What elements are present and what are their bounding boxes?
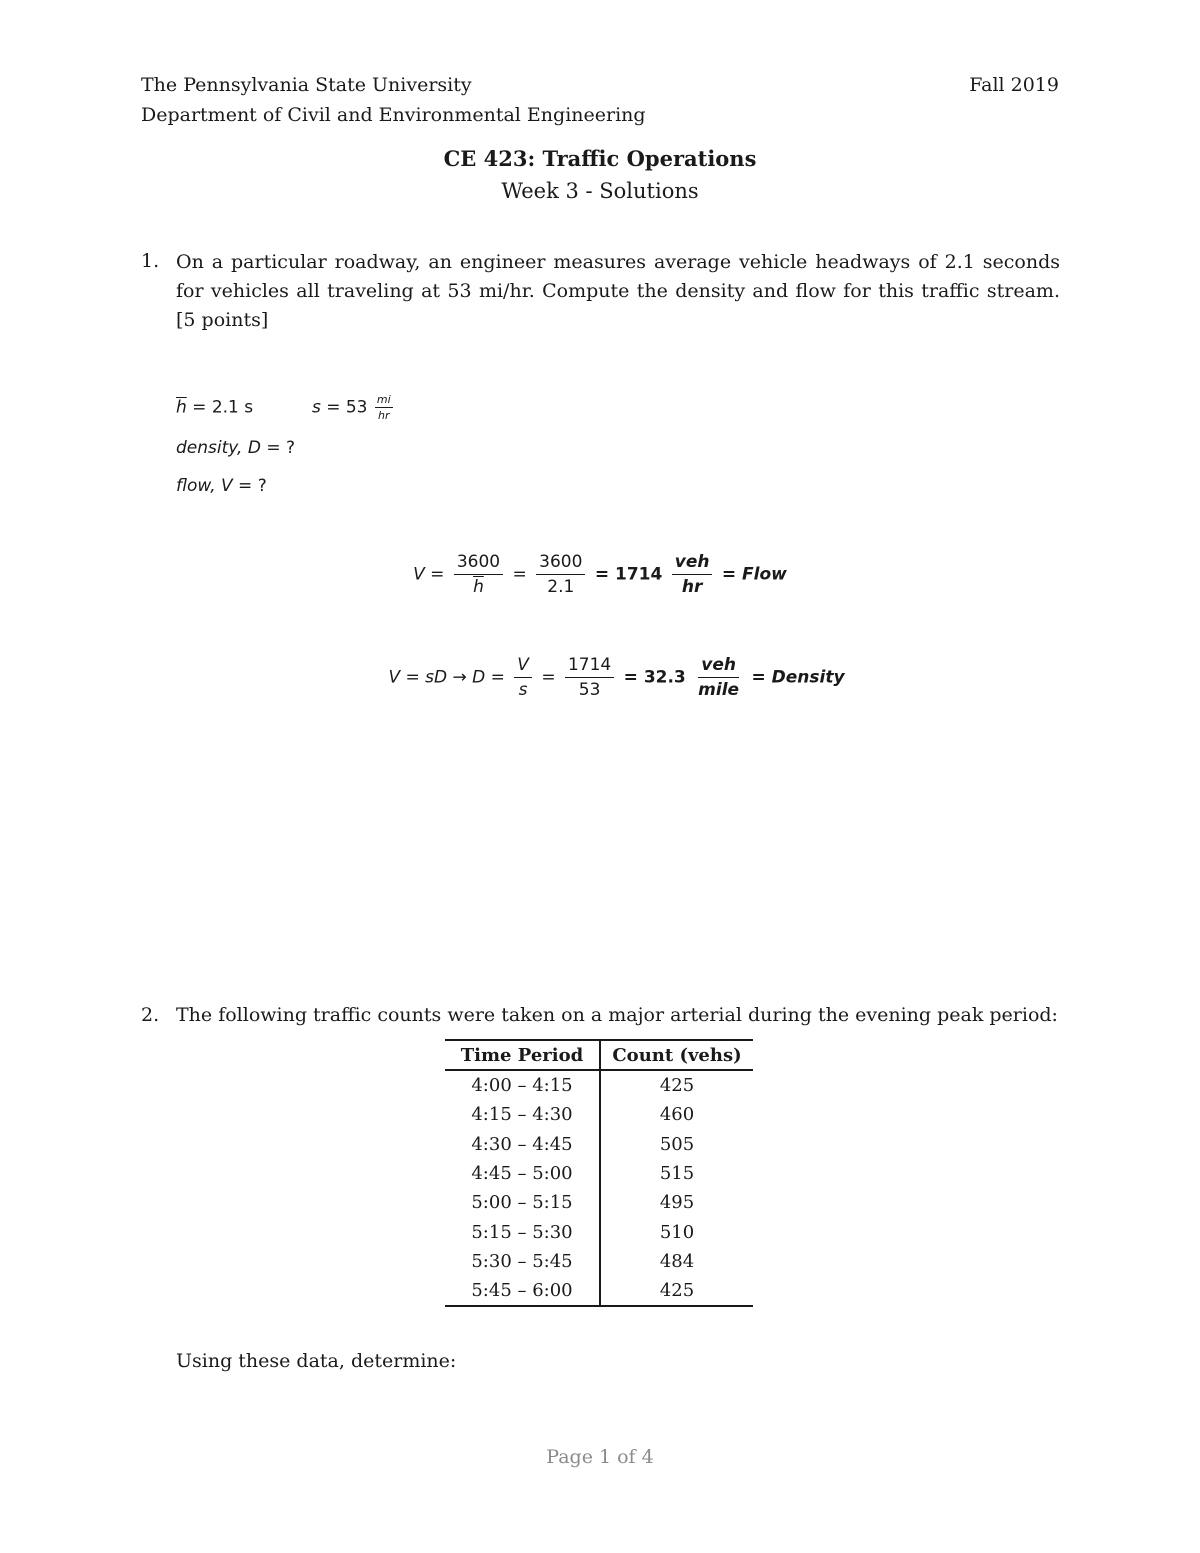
density-eq-fraction-2 <box>565 655 614 700</box>
time-period-cell: 4:00 – 4:15 <box>445 1070 600 1100</box>
count-cell: 505 <box>659 1133 695 1155</box>
flow-eq-equals: = <box>512 564 527 585</box>
question-1-text: On a particular roadway, an engineer measures average vehicle headways of 2.1 seconds for vehicles all traveling at 53 mi/hr. Compute the density and flow for this traffic stream. [5 points] <box>176 251 1060 331</box>
given-values <box>176 393 395 422</box>
density-eq-f1-den: s <box>518 680 528 700</box>
question-2-text: The following traffic counts were taken on a major arterial during the evening peak period: <box>176 1004 1058 1026</box>
traffic-counts-table <box>445 1039 753 1307</box>
time-period-cell: 5:15 – 5:30 <box>445 1217 600 1246</box>
table-row <box>445 1188 753 1217</box>
time-period-cell: 5:45 – 6:00 <box>445 1276 600 1306</box>
question-1-number: 1. <box>141 250 160 272</box>
table-row <box>445 1217 753 1246</box>
count-cell: 460 <box>659 1104 695 1126</box>
density-unit-den: mile <box>698 680 740 700</box>
count-cell: 425 <box>659 1075 695 1097</box>
density-label: density, D <box>176 438 261 458</box>
density-result: 32.3 <box>643 667 686 688</box>
flow-eq-fraction-1 <box>454 552 503 597</box>
time-period-cell: 5:00 – 5:15 <box>445 1188 600 1217</box>
table-row <box>445 1247 753 1276</box>
speed-var: s <box>311 397 321 418</box>
count-cell: 495 <box>659 1192 695 1214</box>
header-time-period: Time Period <box>445 1040 600 1070</box>
density-eq-fraction-1 <box>514 655 532 700</box>
density-result-label: Density <box>771 667 845 688</box>
time-period-cell: 4:15 – 4:30 <box>445 1100 600 1129</box>
table-row <box>445 1130 753 1159</box>
flow-eq-lhs: V = <box>413 564 445 585</box>
density-unknown-sign: = ? <box>260 438 295 458</box>
flow-eq-f2-den: 2.1 <box>547 577 575 597</box>
flow-unknown-sign: = ? <box>232 476 267 496</box>
flow-equation: V = $\frac{3600}{h}$ = $\frac{3600}{2.1}$ = 1714 $\frac{\text{veh}}{hr}$ = Flow <box>413 552 787 597</box>
department-name: Department of Civil and Environmental Engineering <box>141 104 646 126</box>
traffic-counts-table-wrap <box>445 1039 753 1307</box>
flow-eq-fraction-2 <box>536 552 585 597</box>
table-row <box>445 1276 753 1306</box>
speed-unit-num: mi <box>376 393 391 406</box>
question-2-number: 2. <box>141 1004 160 1026</box>
density-eq-equals: = <box>541 667 556 688</box>
density-unit-num: veh <box>698 655 739 678</box>
speed-unit-den: hr <box>378 409 390 422</box>
count-cell: 425 <box>600 1276 753 1306</box>
course-subtitle: Week 3 - Solutions <box>501 179 699 203</box>
density-eq-f1-num: V <box>514 655 532 678</box>
flow-result: 1714 <box>615 564 663 585</box>
flow-label: flow, V <box>176 476 233 496</box>
speed-value: = 53 <box>320 397 368 418</box>
flow-eq-f1-num: 3600 <box>454 552 503 575</box>
flow-eq-f1-den: h <box>473 577 484 597</box>
count-cell: 510 <box>659 1221 695 1243</box>
headway-var: $\overline{h}$ <box>176 397 187 418</box>
flow-eq-f2-num: 3600 <box>536 552 585 575</box>
table-row <box>445 1070 753 1100</box>
flow-result-label: Flow <box>742 564 787 585</box>
page-number: Page 1 of 4 <box>546 1446 654 1468</box>
flow-unit-num: veh <box>672 552 713 575</box>
header-count: Count (vehs) <box>600 1040 753 1070</box>
density-eq-lhs: V = sD → D = <box>388 667 505 688</box>
flow-unit-den: hr <box>681 577 703 597</box>
time-period-cell: 5:30 – 5:45 <box>445 1247 600 1276</box>
time-period-cell: 4:45 – 5:00 <box>445 1159 600 1188</box>
density-unknown <box>176 438 295 458</box>
term: Fall 2019 <box>969 74 1059 96</box>
table-row <box>445 1100 753 1129</box>
course-title: CE 423: Traffic Operations <box>443 146 757 171</box>
speed-unit <box>375 393 393 422</box>
density-equation: V = sD → D = $\frac{V}{s}$ = $\frac{1714}{53}$ = 32.3 $\frac{\text{veh}}{\text{mile}}$ = Density <box>388 655 845 700</box>
count-cell: 484 <box>659 1250 695 1272</box>
question-2-followup: Using these data, determine: <box>176 1350 457 1372</box>
table-row <box>445 1159 753 1188</box>
headway-value: = 2.1 s <box>186 397 254 418</box>
flow-unknown <box>176 476 267 496</box>
count-cell: 515 <box>659 1163 695 1185</box>
university-name: The Pennsylvania State University <box>141 74 472 96</box>
time-period-cell: 4:30 – 4:45 <box>445 1130 600 1159</box>
density-eq-f2-den: 53 <box>578 680 601 700</box>
density-unit <box>695 655 742 700</box>
density-eq-f2-num: 1714 <box>565 655 614 678</box>
table-header-row <box>445 1040 753 1070</box>
flow-unit <box>672 552 713 597</box>
